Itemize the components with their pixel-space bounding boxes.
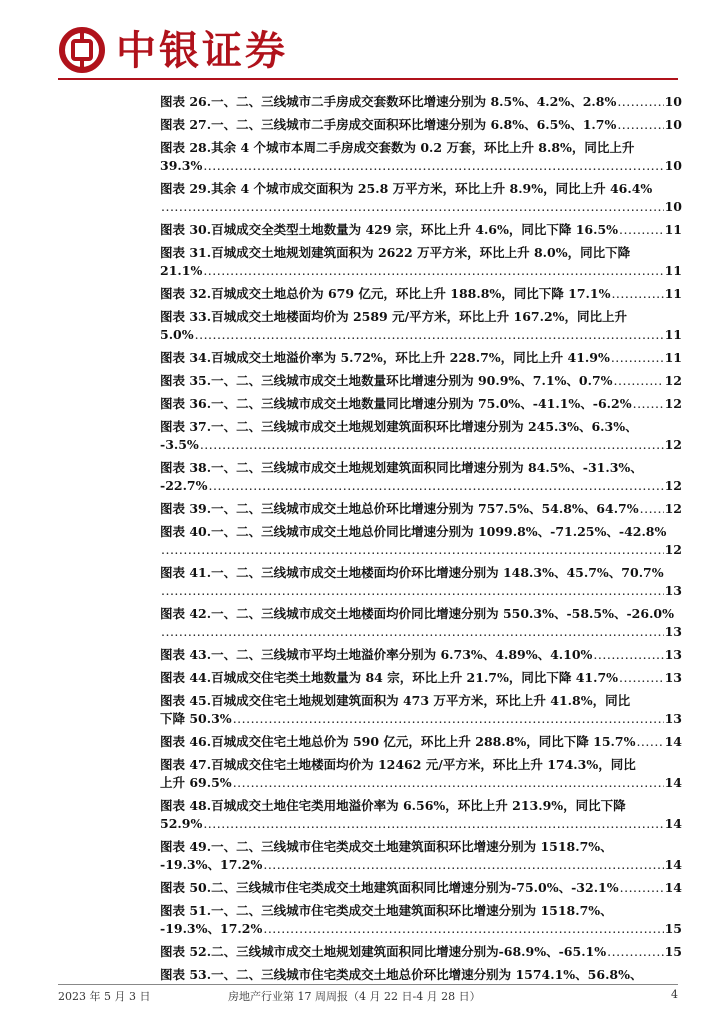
toc-entry[interactable]: [160, 646, 682, 664]
dot-leader: [614, 372, 664, 390]
toc-entry-text: 图表 32.百城成交土地总价为 679 亿元，环比上升 188.8%，同比下降 17.1%: [160, 286, 611, 301]
toc-entry[interactable]: [160, 692, 682, 728]
toc-page-number: 10: [664, 94, 682, 109]
footer-divider: [58, 984, 678, 985]
toc-entry[interactable]: [160, 966, 682, 984]
toc-entry-text: 图表 31.百城成交土地规划建筑面积为 2622 万平方米，环比上升 8.0%，同比下降: [160, 245, 631, 260]
toc-entry[interactable]: [160, 879, 682, 897]
dot-leader: [195, 326, 664, 344]
toc-entry-text: 下降 50.3%: [160, 711, 232, 726]
toc-page-number: 14: [664, 775, 682, 790]
toc-entry-text: 图表 47.百城成交住宅土地楼面均价为 12462 元/平方米，环比上升 174.3%，同比: [160, 757, 636, 772]
header-divider: [58, 78, 678, 80]
toc-entry-text: 图表 50.二、三线城市住宅类成交土地建筑面积同比增速分别为-75.0%、-32.1%: [160, 880, 619, 895]
toc-entry-text: 图表 26.一、二、三线城市二手房成交套数环比增速分别为 8.5%、4.2%、2.8%: [160, 94, 617, 109]
toc-entry-text: -19.3%、17.2%: [160, 857, 263, 872]
toc-entry[interactable]: [160, 733, 682, 751]
toc-entry-text: 图表 30.百城成交全类型土地数量为 429 宗，环比上升 4.6%，同比下降 16.5%: [160, 222, 619, 237]
toc-entry-text: 图表 42.一、二、三线城市成交土地楼面均价同比增速分别为 550.3%、-58.5%、-26.0%: [160, 606, 674, 621]
dot-leader: [633, 395, 664, 413]
toc-page-number: 13: [664, 670, 682, 685]
toc-entry-text: 5.0%: [160, 327, 194, 342]
toc-entry[interactable]: [160, 902, 682, 938]
toc-entry[interactable]: [160, 372, 682, 390]
toc-entry-text: 图表 46.百城成交住宅土地总价为 590 亿元，环比上升 288.8%，同比下降 15.7%: [160, 734, 636, 749]
toc-entry-text: 图表 41.一、二、三线城市成交土地楼面均价环比增速分别为 148.3%、45.7%、70.7%: [160, 565, 664, 580]
toc-entry[interactable]: [160, 523, 682, 559]
dot-leader: [617, 116, 663, 134]
toc-entry-text: -19.3%、17.2%: [160, 921, 263, 936]
toc-entry-text: 图表 51.一、二、三线城市住宅类成交土地建筑面积环比增速分别为 1518.7%、: [160, 903, 613, 918]
dot-leader: [161, 623, 664, 641]
toc-page-number: 14: [664, 734, 682, 749]
dot-leader: [200, 436, 664, 454]
toc-entry-text: -3.5%: [160, 437, 199, 452]
dot-leader: [209, 477, 664, 495]
toc-entry[interactable]: [160, 756, 682, 792]
toc-page-number: 13: [664, 647, 682, 662]
page-header: [58, 22, 678, 82]
toc-entry-text: 21.1%: [160, 263, 203, 278]
toc-entry-text: 图表 28.其余 4 个城市本周二手房成交套数为 0.2 万套，环比上升 8.8%，同比上升: [160, 140, 635, 155]
toc-page-number: 12: [664, 396, 682, 411]
toc-entry[interactable]: [160, 285, 682, 303]
toc-entry[interactable]: [160, 797, 682, 833]
toc-entry-text: 图表 40.一、二、三线城市成交土地总价同比增速分别为 1099.8%、-71.25%、-42.8%: [160, 524, 667, 539]
toc-entry-text: 图表 29.其余 4 个城市成交面积为 25.8 万平方米，环比上升 8.9%，同比上升 46.4%: [160, 181, 653, 196]
dot-leader: [161, 582, 664, 600]
dot-leader: [607, 943, 663, 961]
toc-entry[interactable]: [160, 605, 682, 641]
toc-entry-text: 图表 49.一、二、三线城市住宅类成交土地建筑面积环比增速分别为 1518.7%、: [160, 839, 613, 854]
toc-entry-text: 图表 44.百城成交住宅类土地数量为 84 宗，环比上升 21.7%，同比下降 41.7%: [160, 670, 619, 685]
toc-page-number: 13: [664, 711, 682, 726]
footer-page-number: 4: [671, 988, 678, 1001]
dot-leader: [611, 349, 664, 367]
toc-entry[interactable]: [160, 180, 682, 216]
dot-leader: [203, 262, 663, 280]
dot-leader: [161, 541, 664, 559]
toc-page-number: 14: [664, 816, 682, 831]
dot-leader: [636, 733, 663, 751]
toc-entry-text: 图表 53.一、二、三线城市住宅类成交土地总价环比增速分别为 1574.1%、56.8%、: [160, 967, 643, 982]
footer-report-title: 房地产行业第 17 周周报（4 月 22 日-4 月 28 日）: [228, 990, 481, 1003]
dot-leader: [593, 646, 663, 664]
toc-page-number: 15: [664, 921, 682, 936]
dot-leader: [617, 93, 663, 111]
dot-leader: [233, 774, 664, 792]
dot-leader: [620, 879, 664, 897]
toc-entry[interactable]: [160, 116, 682, 134]
toc-page-number: 11: [664, 327, 682, 342]
toc-page-number: 11: [664, 263, 682, 278]
dot-leader: [203, 815, 663, 833]
dot-leader: [161, 198, 664, 216]
bank-of-china-logo-icon: [58, 26, 106, 74]
toc-page-number: 12: [664, 437, 682, 452]
dot-leader: [263, 856, 663, 874]
toc-entry-text: 图表 36.一、二、三线城市成交土地数量同比增速分别为 75.0%、-41.1%、-6.2%: [160, 396, 632, 411]
toc-page-number: 11: [664, 350, 682, 365]
toc-entry-text: 图表 52.二、三线城市成交土地规划建筑面积同比增速分别为-68.9%、-65.1%: [160, 944, 607, 959]
toc-entry-text: 图表 43.一、二、三线城市平均土地溢价率分别为 6.73%、4.89%、4.10%: [160, 647, 593, 662]
toc-entry[interactable]: [160, 349, 682, 367]
toc-page-number: 13: [664, 583, 682, 598]
toc-entry-text: 39.3%: [160, 158, 203, 173]
dot-leader: [263, 920, 663, 938]
toc-page-number: 14: [664, 857, 682, 872]
toc-page-number: 12: [664, 501, 682, 516]
toc-entry-text: 52.9%: [160, 816, 203, 831]
dot-leader: [619, 221, 664, 239]
dot-leader: [203, 157, 663, 175]
dot-leader: [233, 710, 664, 728]
toc-entry-text: 图表 34.百城成交土地溢价率为 5.72%，环比上升 228.7%，同比上升 41.9%: [160, 350, 610, 365]
toc-entry[interactable]: [160, 395, 682, 413]
toc-entry-text: 图表 27.一、二、三线城市二手房成交面积环比增速分别为 6.8%、6.5%、1.7%: [160, 117, 617, 132]
toc-page-number: 14: [664, 880, 682, 895]
toc-entry-text: 图表 38.一、二、三线城市成交土地规划建筑面积同比增速分别为 84.5%、-31.3%、: [160, 460, 643, 475]
toc-entry[interactable]: [160, 943, 682, 961]
toc-entry-text: 上升 69.5%: [160, 775, 232, 790]
toc-entry[interactable]: [160, 244, 682, 280]
toc-entry-text: 图表 39.一、二、三线城市成交土地总价环比增速分别为 757.5%、54.8%、64.7%: [160, 501, 639, 516]
toc-page-number: 12: [664, 542, 682, 557]
toc-entry-text: 图表 37.一、二、三线城市成交土地规划建筑面积环比增速分别为 245.3%、6.3%、: [160, 419, 638, 434]
toc-entry[interactable]: [160, 500, 682, 518]
toc-entry[interactable]: [160, 838, 682, 874]
footer-date: 2023 年 5 月 3 日: [58, 990, 151, 1003]
toc-entry[interactable]: [160, 308, 682, 344]
toc-entry[interactable]: [160, 418, 682, 454]
toc-page-number: 13: [664, 624, 682, 639]
toc-page-number: 10: [664, 117, 682, 132]
toc-entry[interactable]: [160, 459, 682, 495]
dot-leader: [640, 500, 664, 518]
toc-entry-text: 图表 45.百城成交住宅土地规划建筑面积为 473 万平方米，环比上升 41.8%，同比: [160, 693, 631, 708]
toc-page-number: 15: [664, 944, 682, 959]
toc-entry-text: 图表 35.一、二、三线城市成交土地数量环比增速分别为 90.9%、7.1%、0.7%: [160, 373, 613, 388]
toc-page-number: 10: [664, 199, 682, 214]
toc-page-number: 12: [664, 373, 682, 388]
toc-entry-text: 图表 48.百城成交土地住宅类用地溢价率为 6.56%，环比上升 213.9%，同比下降: [160, 798, 626, 813]
toc-entry[interactable]: [160, 221, 682, 239]
toc-page-number: 11: [664, 222, 682, 237]
brand-name: 中银证券: [116, 28, 288, 74]
toc-entry[interactable]: [160, 93, 682, 111]
dot-leader: [619, 669, 664, 687]
table-of-figures: [160, 93, 682, 989]
toc-page-number: 11: [664, 286, 682, 301]
toc-entry-text: 图表 33.百城成交土地楼面均价为 2589 元/平方米，环比上升 167.2%，同比上升: [160, 309, 628, 324]
toc-entry[interactable]: [160, 669, 682, 687]
toc-entry[interactable]: [160, 139, 682, 175]
toc-page-number: 10: [664, 158, 682, 173]
dot-leader: [611, 285, 663, 303]
toc-entry-text: -22.7%: [160, 478, 208, 493]
toc-entry[interactable]: [160, 564, 682, 600]
toc-page-number: 12: [664, 478, 682, 493]
